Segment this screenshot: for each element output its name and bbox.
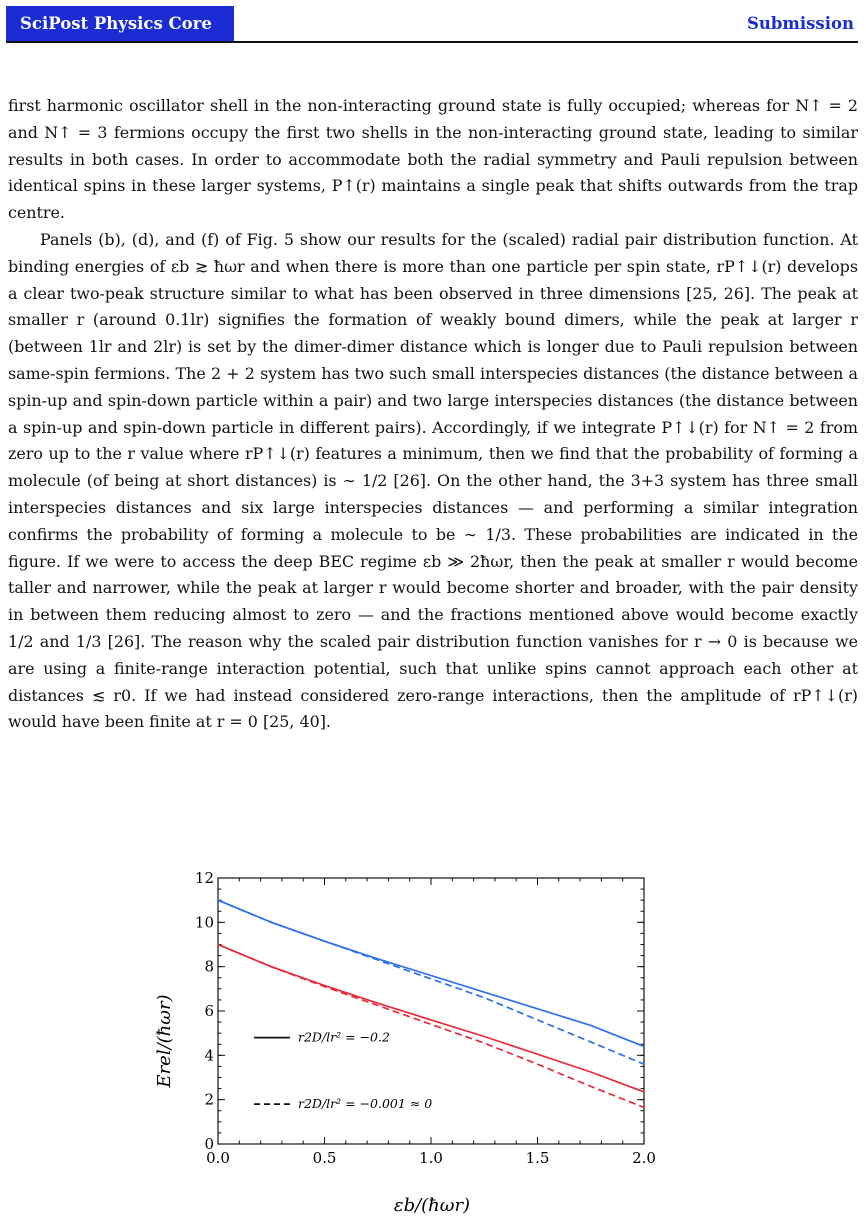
x-tick-label: 0.5 xyxy=(312,1149,337,1167)
y-tick-label: 6 xyxy=(204,1002,214,1020)
chart-legend xyxy=(254,1030,432,1112)
y-tick-label: 8 xyxy=(204,957,214,976)
x-axis-label: εb/(ħωr) xyxy=(393,1195,471,1216)
y-axis-label: Erel/(ħωr) xyxy=(154,994,175,1088)
paragraph: first harmonic oscillator shell in the non-interacting ground state is fully occupied; whereas for N↑ = 2 and N↑ = 3 fermions occupy the first two shells in the non-interacting ground state, leading to similar results in both cases. In order to accommodate both the radial symmetry and Pauli repulsion between identical spins in these larger systems, P↑(r) maintains a single peak that shifts outwards from the trap centre. xyxy=(8,96,858,223)
submission-label: Submission xyxy=(746,14,854,33)
body-text xyxy=(8,93,858,736)
chart-lines xyxy=(218,900,644,1107)
y-tick-label: 2 xyxy=(204,1090,214,1109)
x-tick-label: 0.0 xyxy=(206,1149,230,1167)
paragraph: Panels (b), (d), and (f) of Fig. 5 show our results for the (scaled) radial pair distribution function. At binding energies of εb ≳ ħωr and when there is more than one particle per spin state, rP↑↓(r) develops a clear two-peak structure similar to what has been observed in three dimensions [25, 26]. The peak at smaller r (around 0.1lr) signifies the formation of weakly bound dimers, while the peak at larger r (between 1lr and 2lr) is set by the dimer-dimer distance which is longer due to Pauli repulsion between same-spin fermions. The 2 + 2 system has two such small interspecies distances (the distance between a spin-up and spin-down particle within a pair) and two large interspecies distances (the distance between a spin-up and spin-down particle in different pairs). Accordingly, if we integrate P↑↓(r) for N↑ = 2 from zero up to the r value where rP↑↓(r) features a minimum, then we find that the probability of forming a molecule (of being at short distances) is ∼ 1/2 [26]. On the other hand, the 3+3 system has three small interspecies distances and six large interspecies distances — and performing a similar integration confirms the probability of forming a molecule to be ∼ 1/3. These probabilities are indicated in the figure. If we were to access the deep BEC regime εb ≫ 2ħωr, then the peak at smaller r would become taller and narrower, while the peak at larger r would become shorter and broader, with the pair density in between them reducing almost to zero — and the fractions mentioned above would become exactly 1/2 and 1/3 [26]. The reason why the scaled pair distribution function vanishes for r → 0 is because we are using a finite-range interaction potential, such that unlike spins cannot approach each other at distances ≲ r0. If we had instead considered zero-range interactions, then the amplitude of rP↑↓(r) would have been finite at r = 0 [25, 40]. xyxy=(8,229,858,732)
page-header xyxy=(6,6,858,42)
header-rule xyxy=(6,41,858,43)
legend-label-2: r2D/lr² = −0.001 ≈ 0 xyxy=(298,1096,433,1112)
series-line-4 xyxy=(218,945,644,1108)
x-tick-label: 1.0 xyxy=(419,1149,443,1167)
series-line-1 xyxy=(218,900,644,1046)
y-tick-label: 12 xyxy=(194,869,214,887)
y-tick-label: 4 xyxy=(204,1046,214,1065)
x-tick-label: 2.0 xyxy=(632,1149,656,1167)
series-line-2 xyxy=(218,900,644,1064)
y-tick-label: 10 xyxy=(194,913,214,932)
energy-figure xyxy=(140,866,700,1216)
x-tick-label: 1.5 xyxy=(525,1149,550,1167)
series-line-3 xyxy=(218,945,644,1092)
energy-chart xyxy=(140,866,700,1216)
legend-label-1: r2D/lr² = −0.2 xyxy=(298,1029,390,1045)
y-tick-label: 0 xyxy=(204,1135,214,1153)
journal-name: SciPost Physics Core xyxy=(6,6,234,42)
